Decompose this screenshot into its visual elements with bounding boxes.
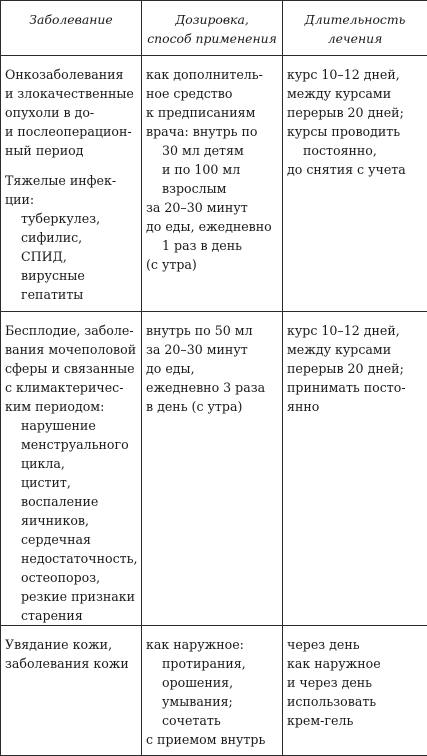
dosage-line: протирания, xyxy=(146,654,278,673)
header-duration xyxy=(283,1,427,56)
duration-cell xyxy=(283,626,427,756)
disease-line: ный период xyxy=(5,141,137,160)
duration-line: янно xyxy=(287,397,423,416)
disease-line: с климактеричес- xyxy=(5,378,137,397)
disease-subitem: цикла, xyxy=(5,454,137,473)
duration-line: между курсами xyxy=(287,340,423,359)
dosage-line: орошения, xyxy=(146,673,278,692)
duration-line: через день xyxy=(287,635,423,654)
table-row xyxy=(1,56,427,312)
duration-line: курс 10–12 дней, xyxy=(287,321,423,340)
disease-line: и злокачественные xyxy=(5,84,137,103)
dosage-cell xyxy=(142,312,283,626)
disease-subitem: недостаточность, xyxy=(5,549,137,568)
dosage-line: сочетать xyxy=(146,711,278,730)
duration-line: до снятия с учета xyxy=(287,160,423,179)
dosage-line: внутрь по 50 мл xyxy=(146,321,278,340)
disease-line: Увядание кожи, xyxy=(5,635,137,654)
duration-line: перерыв 20 дней; xyxy=(287,103,423,122)
dosage-line: как наружное: xyxy=(146,635,278,654)
disease-line: заболевания кожи xyxy=(5,654,137,673)
duration-line: курс 10–12 дней, xyxy=(287,65,423,84)
disease-subitem: вирусные xyxy=(5,266,137,285)
dosage-line: до еды, ежедневно xyxy=(146,217,278,236)
dosage-line: и по 100 мл xyxy=(146,160,278,179)
header-disease-text: Заболевание xyxy=(5,10,137,29)
duration-line: курсы проводить xyxy=(287,122,423,141)
header-dosage-line: Дозировка, xyxy=(146,10,278,29)
dosage-line: к предписаниям xyxy=(146,103,278,122)
disease-line: ким периодом: xyxy=(5,397,137,416)
disease-line: вания мочеполовой xyxy=(5,340,137,359)
header-duration-line: лечения xyxy=(287,29,423,48)
disease-subitem: воспаление xyxy=(5,492,137,511)
disease-cell xyxy=(1,626,142,756)
duration-line: как наружное xyxy=(287,654,423,673)
disease-subheading-line: Тяжелые инфек- xyxy=(5,171,137,190)
header-duration-line: Длительность xyxy=(287,10,423,29)
disease-subitem: менструального xyxy=(5,435,137,454)
duration-line: крем-гель xyxy=(287,711,423,730)
dosage-line: ежедневно 3 раза xyxy=(146,378,278,397)
dosage-line: как дополнитель- xyxy=(146,65,278,84)
disease-line: Бесплодие, заболе- xyxy=(5,321,137,340)
dosage-line: 1 раз в день xyxy=(146,236,278,255)
disease-subitem: СПИД, xyxy=(5,247,137,266)
dosage-line: за 20–30 минут xyxy=(146,198,278,217)
disease-subitem: сифилис, xyxy=(5,228,137,247)
dosage-cell xyxy=(142,56,283,312)
disease-subitem: сердечная xyxy=(5,530,137,549)
disease-subitem: резкие признаки xyxy=(5,587,137,606)
disease-subitem: цистит, xyxy=(5,473,137,492)
disease-line: Онкозаболевания xyxy=(5,65,137,84)
duration-line: между курсами xyxy=(287,84,423,103)
duration-cell xyxy=(283,312,427,626)
disease-subitem: туберкулез, xyxy=(5,209,137,228)
dosage-cell xyxy=(142,626,283,756)
duration-line: и через день xyxy=(287,673,423,692)
dosage-line: взрослым xyxy=(146,179,278,198)
dosage-line: в день (с утра) xyxy=(146,397,278,416)
disease-subheading-line: ции: xyxy=(5,190,137,209)
dosage-line: 30 мл детям xyxy=(146,141,278,160)
header-row xyxy=(1,1,427,56)
duration-line: постоянно, xyxy=(287,141,423,160)
header-dosage xyxy=(142,1,283,56)
duration-cell xyxy=(283,56,427,312)
disease-subitem: остеопороз, xyxy=(5,568,137,587)
dosage-line: врача: внутрь по xyxy=(146,122,278,141)
dosage-line: (с утра) xyxy=(146,255,278,274)
dosage-line: с приемом внутрь xyxy=(146,730,278,749)
table-row xyxy=(1,626,427,756)
disease-subitem: старения xyxy=(5,606,137,625)
disease-subitem: яичников, xyxy=(5,511,137,530)
duration-line: перерыв 20 дней; xyxy=(287,359,423,378)
header-disease xyxy=(1,1,142,56)
dosage-line: до еды, xyxy=(146,359,278,378)
disease-cell xyxy=(1,312,142,626)
duration-line: принимать посто- xyxy=(287,378,423,397)
header-dosage-line: способ применения xyxy=(146,29,278,48)
dosage-line: ное средство xyxy=(146,84,278,103)
spacer xyxy=(5,160,137,171)
dosage-line: умывания; xyxy=(146,692,278,711)
disease-line: опухоли в до- xyxy=(5,103,137,122)
disease-subitem: нарушение xyxy=(5,416,137,435)
disease-cell xyxy=(1,56,142,312)
disease-line: и послеоперацион- xyxy=(5,122,137,141)
disease-line: сферы и связанные xyxy=(5,359,137,378)
dosage-line: за 20–30 минут xyxy=(146,340,278,359)
table-row xyxy=(1,312,427,626)
duration-line: использовать xyxy=(287,692,423,711)
disease-subitem: гепатиты xyxy=(5,285,137,304)
